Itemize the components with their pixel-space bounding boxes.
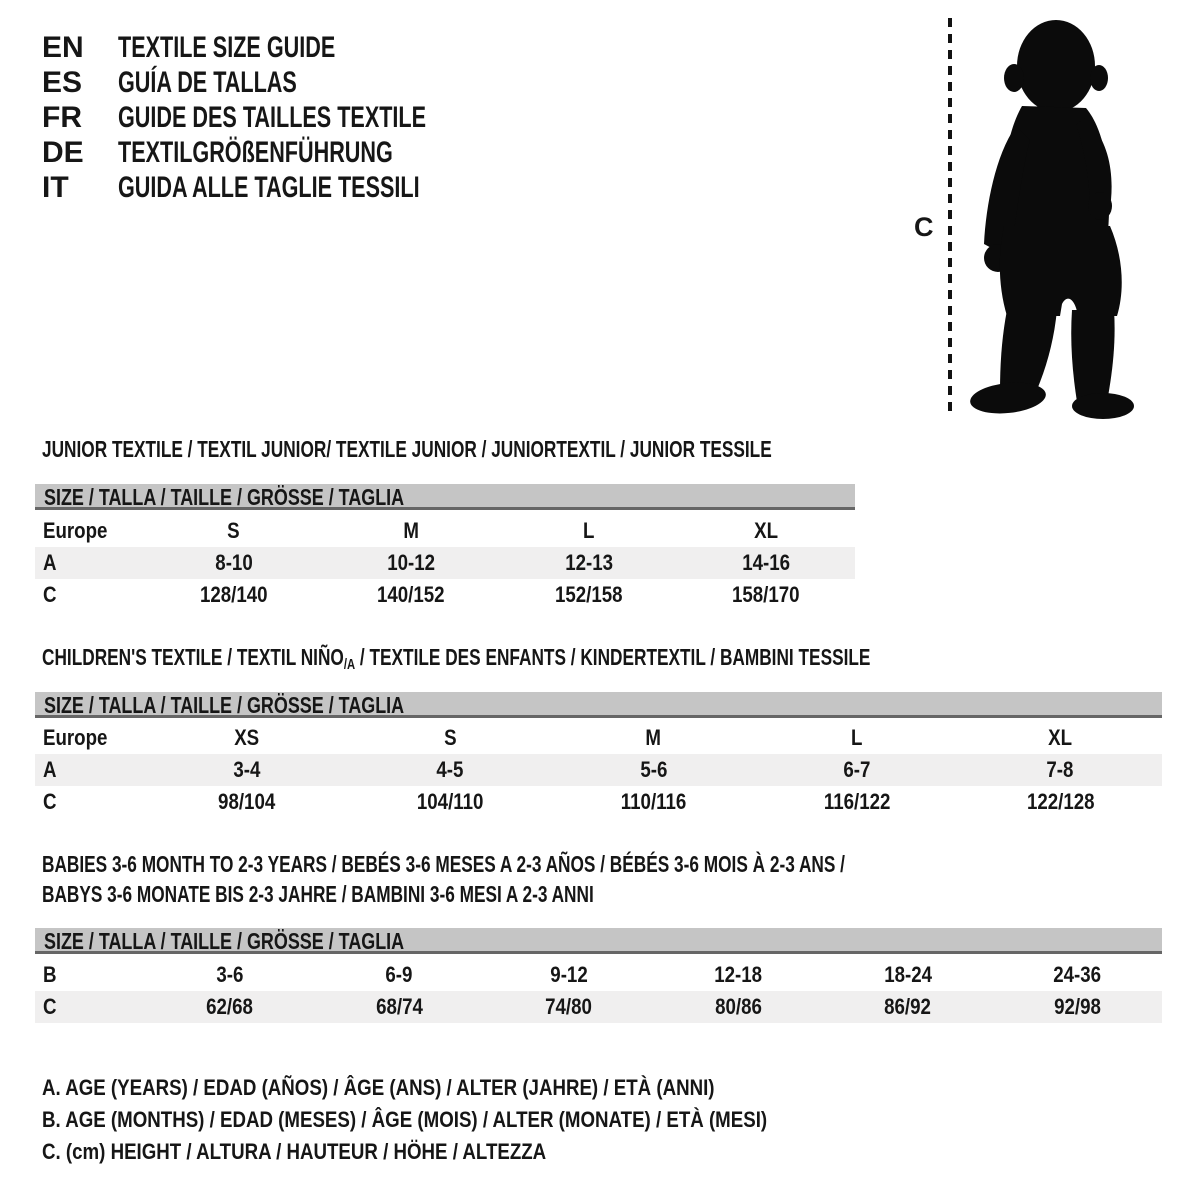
lang-title: TEXTILE SIZE GUIDE [118, 30, 336, 64]
footnote-a: A. AGE (YEARS) / EDAD (AÑOS) / ÂGE (ANS) / ALTER (JAHRE) / ETÀ (ANNI) [42, 1075, 715, 1100]
section-title: CHILDREN'S TEXTILE / TEXTIL NIÑO/A / TEXTILE DES ENFANTS / KINDERTEXTIL / BAMBINI TESSILE [42, 644, 871, 673]
row-label: A [43, 757, 57, 782]
row-label: C [43, 582, 57, 607]
measure-label: C [914, 212, 934, 242]
lang-row-fr [42, 100, 546, 135]
size-cell: 12-13 [564, 550, 613, 575]
lang-code: FR [42, 100, 82, 134]
size-cell: 12-18 [714, 962, 763, 987]
table-row [35, 959, 1162, 991]
lang-code: IT [42, 170, 69, 204]
language-legend [42, 30, 546, 205]
nino-a-subscript: /A [343, 656, 356, 673]
lang-row-it [42, 170, 546, 205]
size-cell: 128/140 [199, 582, 268, 607]
size-cell: 152/158 [554, 582, 623, 607]
size-cell: L [851, 725, 863, 750]
lang-row-de [42, 135, 546, 170]
table-row [35, 754, 1162, 786]
size-cell: 9-12 [550, 962, 588, 987]
lang-title: GUÍA DE TALLAS [118, 65, 297, 99]
size-cell: 104/110 [416, 789, 484, 814]
table-row [35, 722, 1162, 754]
footnotes [42, 1076, 895, 1172]
size-cell: S [227, 518, 240, 543]
size-cell: XL [754, 518, 779, 543]
size-cell: M [645, 725, 662, 750]
lang-code: DE [42, 135, 84, 169]
size-cell: XS [234, 725, 260, 750]
size-header-bar: SIZE / TALLA / TAILLE / GRÖSSE / TAGLIA [35, 692, 1162, 718]
size-cell: 10-12 [387, 550, 436, 575]
section-title: JUNIOR TEXTILE / TEXTIL JUNIOR/ TEXTILE JUNIOR / JUNIORTEXTIL / JUNIOR TESSILE [42, 436, 772, 462]
size-cell: 5-6 [639, 757, 668, 782]
size-cell: 80/86 [714, 994, 762, 1019]
lang-code: ES [42, 65, 83, 99]
size-cell: M [403, 518, 420, 543]
section-title-line2: BABYS 3-6 MONATE BIS 2-3 JAHRE / BAMBINI 3-6 MESI A 2-3 ANNI [42, 881, 594, 907]
row-label: B [43, 962, 57, 987]
size-cell: 98/104 [218, 789, 276, 814]
size-cell: 6-9 [385, 962, 413, 987]
size-cell: 62/68 [206, 994, 254, 1019]
size-cell: 86/92 [884, 994, 932, 1019]
size-cell: 18-24 [883, 962, 932, 987]
lang-title: TEXTILGRÖßENFÜHRUNG [118, 135, 393, 169]
size-cell: 122/128 [1026, 789, 1095, 814]
table-row [35, 515, 855, 547]
table-row [35, 579, 855, 611]
size-cell: 7-8 [1046, 757, 1074, 782]
lang-code: EN [42, 30, 84, 64]
size-cell: 110/116 [620, 789, 687, 814]
size-cell: 6-7 [843, 757, 871, 782]
lang-row-en [42, 30, 546, 65]
size-cell: 8-10 [215, 550, 253, 575]
lang-title: GUIDE DES TAILLES TEXTILE [118, 100, 427, 134]
size-header-bar: SIZE / TALLA / TAILLE / GRÖSSE / TAGLIA [35, 928, 1162, 954]
size-cell: 116/122 [823, 789, 891, 814]
table-row [35, 991, 1162, 1023]
size-cell: 158/170 [732, 582, 801, 607]
size-table [35, 722, 1162, 818]
size-cell: 14-16 [742, 550, 791, 575]
toddler-silhouette [960, 14, 1138, 422]
table-row [35, 547, 855, 579]
row-label: Europe [43, 725, 108, 750]
lang-row-es [42, 65, 546, 100]
lang-title: GUIDA ALLE TAGLIE TESSILI [118, 170, 420, 204]
size-header-bar: SIZE / TALLA / TAILLE / GRÖSSE / TAGLIA [35, 484, 855, 510]
size-cell: L [583, 518, 595, 543]
size-cell: 74/80 [545, 994, 593, 1019]
size-cell: 92/98 [1053, 994, 1101, 1019]
size-cell: 3-6 [216, 962, 244, 987]
size-cell: 68/74 [375, 994, 423, 1019]
section-title-line1: BABIES 3-6 MONTH TO 2-3 YEARS / BEBÉS 3-6 MESES A 2-3 AÑOS / BÉBÉS 3-6 MOIS À 2-3 ANS / [42, 851, 845, 877]
size-cell: 3-4 [233, 757, 261, 782]
row-label: C [43, 789, 57, 814]
height-measure-line [948, 18, 952, 415]
footnote-c: C. (cm) HEIGHT / ALTURA / HAUTEUR / HÖHE / ALTEZZA [42, 1139, 547, 1164]
size-cell: 24-36 [1053, 962, 1102, 987]
row-label: C [43, 994, 57, 1019]
row-label: Europe [43, 518, 108, 543]
size-cell: S [443, 725, 457, 750]
size-cell: 140/152 [377, 582, 446, 607]
footnote-b: B. AGE (MONTHS) / EDAD (MESES) / ÂGE (MOIS) / ALTER (MONATE) / ETÀ (MESI) [42, 1107, 768, 1132]
size-cell: 4-5 [436, 757, 464, 782]
size-cell: XL [1048, 725, 1073, 750]
table-row [35, 786, 1162, 818]
size-table [35, 959, 1162, 1023]
size-table [35, 515, 855, 611]
row-label: A [43, 550, 57, 575]
